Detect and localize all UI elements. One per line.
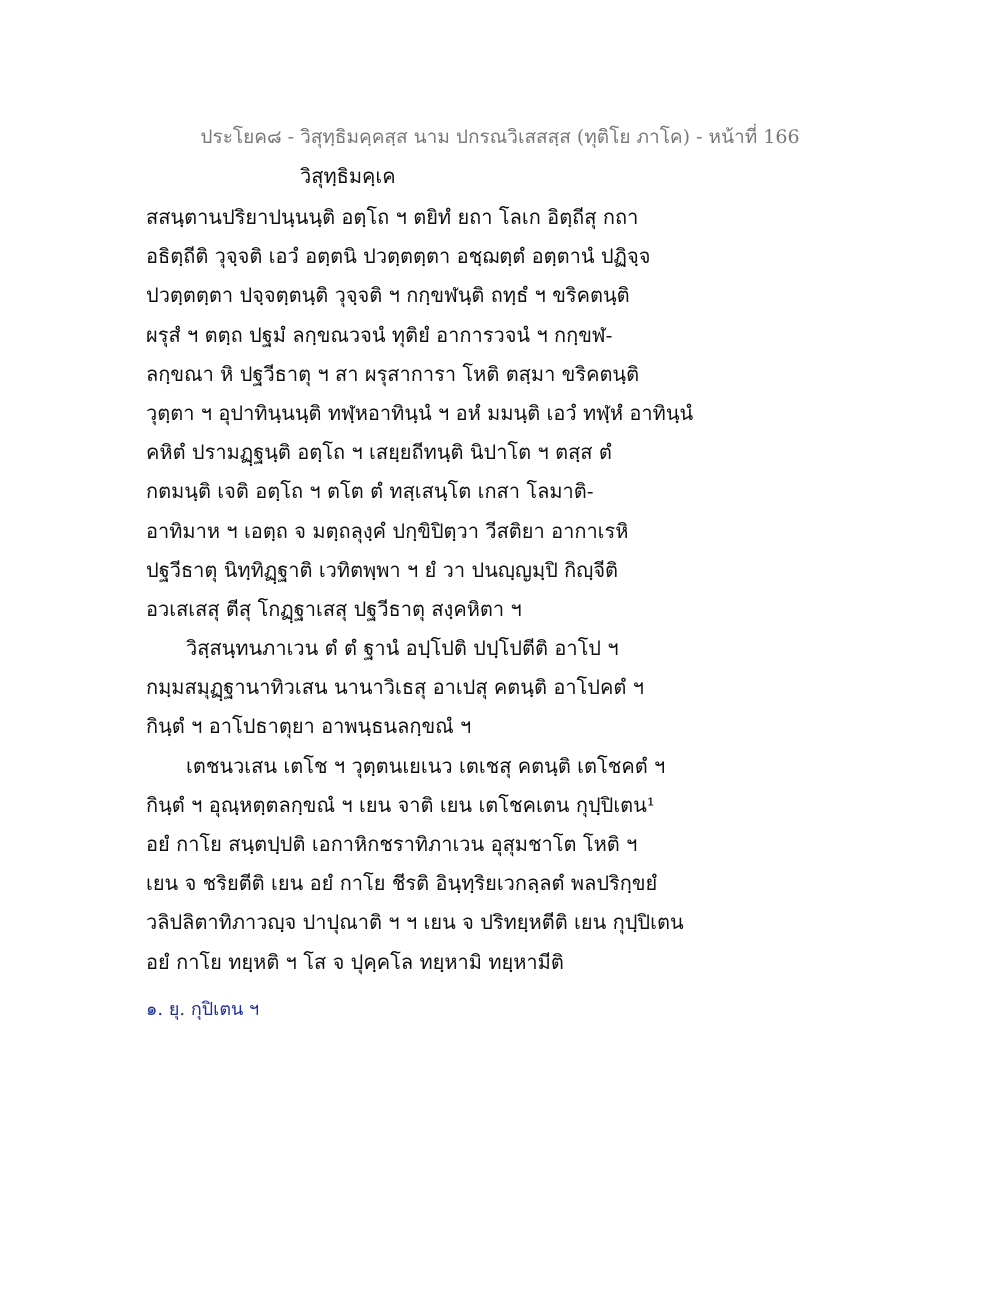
text-line: อยํ กาโย สนฺตปฺปติ เอกาหิกชราทิภาเวน อุสุมชาโต โหติ ฯ: [146, 832, 638, 856]
text-line: วุตฺตา ฯ อุปาทินฺนนฺติ ทฬฺหอาทินฺนํ ฯ อหํ มมนฺติ เอวํ ทฬฺหํ อาทินฺนํ: [146, 400, 694, 425]
text-line: อวเสเสสุ ตีสุ โกฏฺฐาเสสุ ปฐวีธาตุ สงฺคหิตา ฯ: [146, 596, 522, 621]
text-line: กมฺมสมุฏฺฐานาทิวเสน นานาวิเธสุ อาเปสุ คตนฺติ อาโปคตํ ฯ: [146, 675, 644, 700]
footnote: ๑. ยุ. กุปิเตน ฯ: [146, 999, 260, 1020]
text-line: อยํ กาโย ทยฺหติ ฯ โส จ ปุคฺคโล ทยฺหามิ ทยฺหามีติ: [146, 949, 564, 974]
text-line: ผรุสํ ฯ ตตฺถ ปฐมํ ลกฺขณวจนํ ทุติยํ อาการวจนํ ฯ กกฺขฬ-: [146, 322, 613, 347]
text-line: ลกฺขณา หิ ปฐวีธาตุ ฯ สา ผรุสาการา โหติ ตสฺมา ขริคตนฺติ: [146, 361, 640, 386]
text-line: สสนฺตานปริยาปนฺนนฺติ อตฺโถ ฯ ตยิทํ ยถา โลเก อิตฺถีสุ กถา: [146, 205, 639, 229]
text-line: อาทิมาห ฯ เอตฺถ จ มตฺถลุงฺคํ ปกฺขิปิตฺวา วีสติยา อากาเรหิ: [146, 518, 629, 543]
text-line: อธิตฺถีติ วุจฺจติ เอวํ อตฺตนิ ปวตฺตตฺตา อชฺฌตฺตํ อตฺตานํ ปฏิจฺจ: [146, 244, 651, 269]
page-header: ประโยค๘ - วิสุทฺธิมคฺคสฺส นาม ปกรณวิเสสสฺส (ทุติโย ภาโค) - หน้าที่ 166: [200, 126, 800, 148]
text-line: ปวตฺตตฺตา ปจฺจตฺตนฺติ วุจฺจติ ฯ กกฺขฬนฺติ ถทฺธํ ฯ ขริคตนฺติ: [146, 283, 630, 308]
text-line: เยน จ ชริยตีติ เยน อยํ กาโย ชีรติ อินฺทฺริยเวกลฺลตํ พลปริกฺขยํ: [146, 871, 658, 896]
text-line: กินฺตํ ฯ อุณฺหตฺตลกฺขณํ ฯ เยน จาติ เยน เตโชคเตน กุปฺปิเตน¹: [146, 792, 655, 817]
text-line: กตมนฺติ เจติ อตฺโถ ฯ ตโต ตํ ทสฺเสนฺโต เกสา โลมาติ-: [146, 479, 594, 504]
section-title: วิสุทฺธิมคฺเค: [300, 164, 396, 188]
text-line: กินฺตํ ฯ อาโปธาตุยา อาพนฺธนลกฺขณํ ฯ: [146, 714, 472, 739]
text-line: คหิตํ ปรามฏฺฐนฺติ อตฺโถ ฯ เสยฺยถีทนฺติ นิปาโต ฯ ตสฺส ตํ: [146, 440, 612, 465]
paragraph-start-line: เตชนวเสน เตโช ฯ วุตฺตนเยเนว เตเชสุ คตนฺติ เตโชคตํ ฯ: [186, 753, 666, 778]
body-text: [146, 198, 906, 982]
text-line: วลิปลิตาทิภาวญฺจ ปาปุณาติ ฯ ฯ เยน จ ปริทยฺหตีติ เยน กุปฺปิเตน: [146, 910, 684, 935]
paragraph-start-line: วิสฺสนฺทนภาเวน ตํ ตํ ฐานํ อปฺโปติ ปปฺโปตีติ อาโป ฯ: [186, 636, 619, 661]
text-line: ปฐวีธาตุ นิทฺทิฏฺฐาติ เวทิตพฺพา ฯ ยํ วา ปนญฺญมฺปิ กิญฺจีติ: [146, 557, 619, 582]
